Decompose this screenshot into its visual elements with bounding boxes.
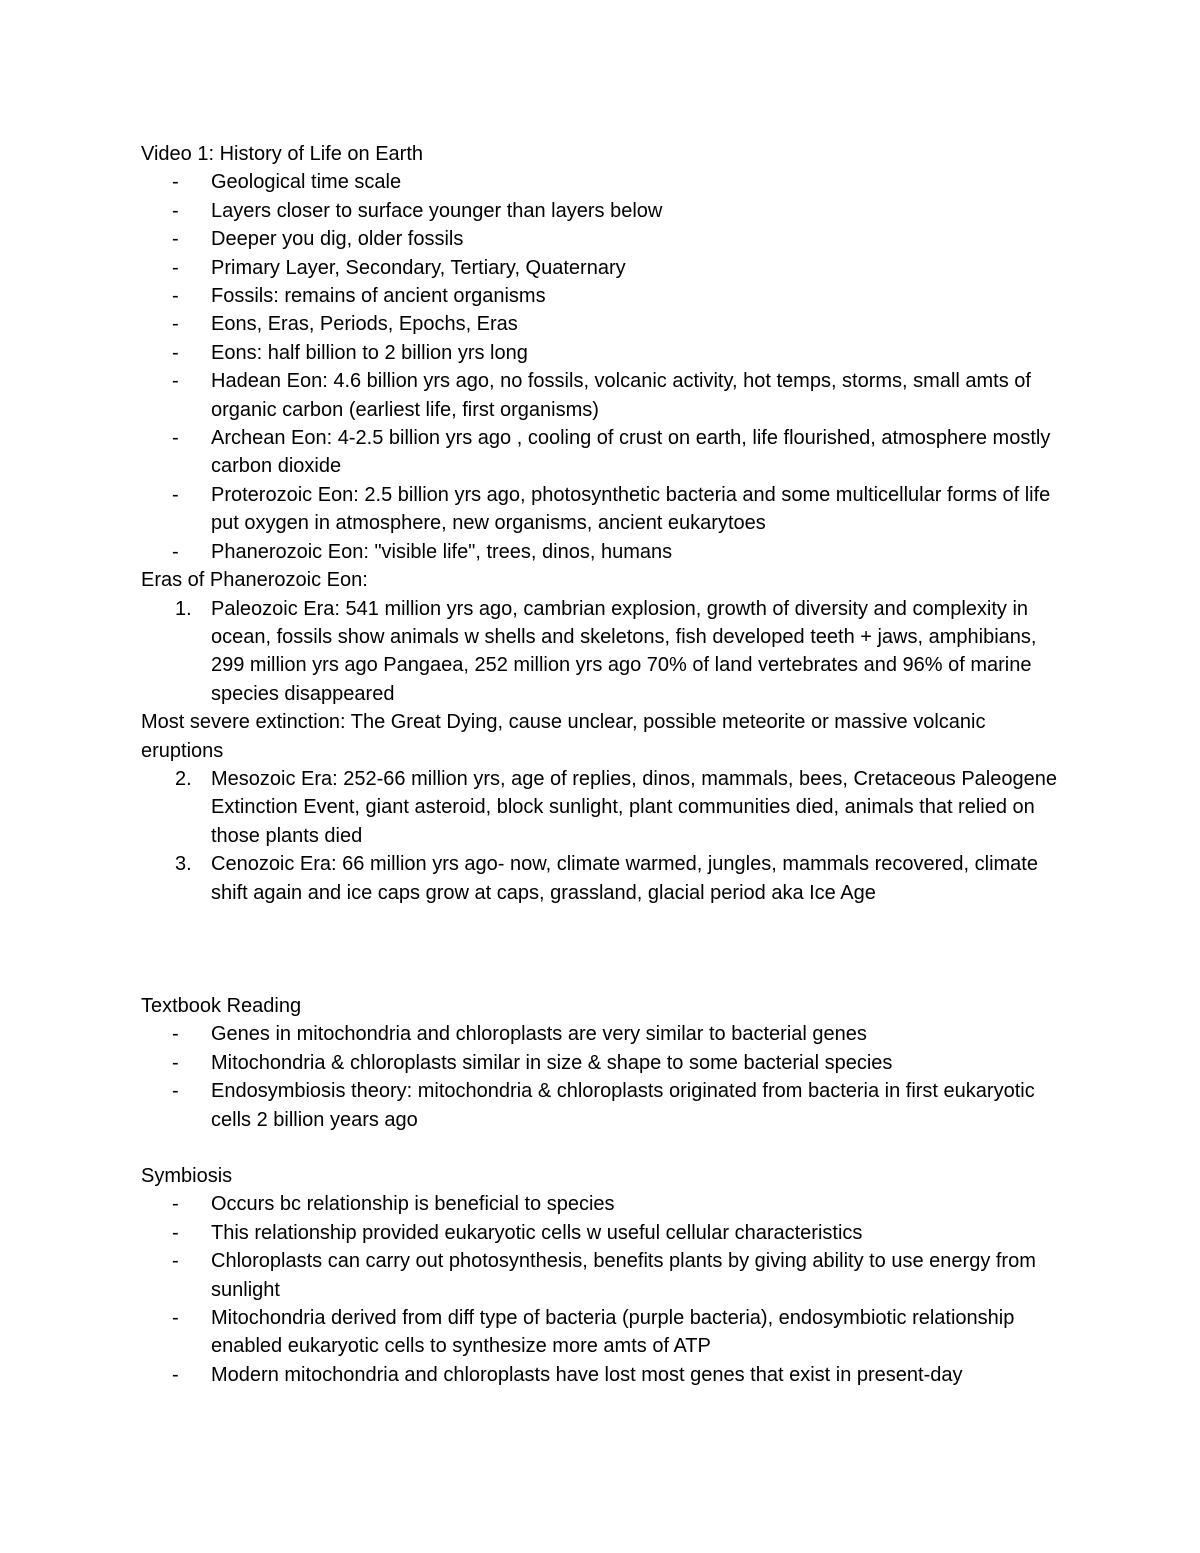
spacer	[141, 907, 1071, 992]
eras-section	[141, 566, 1071, 907]
dash-marker: -	[172, 285, 179, 308]
list-item: - Modern mitochondria and chloroplasts have lost most genes that exist in present-day	[141, 1361, 1071, 1389]
video-heading: Video 1: History of Life on Earth	[141, 143, 424, 165]
dash-marker: -	[172, 228, 179, 251]
list-item: - Deeper you dig, older fossils	[141, 225, 1071, 253]
textbook-bullet-list	[141, 1020, 1071, 1134]
number-marker: 1.	[175, 597, 192, 620]
dash-marker: -	[172, 483, 179, 506]
list-item: - Fossils: remains of ancient organisms	[141, 282, 1071, 310]
video-section	[141, 140, 1071, 566]
dash-marker: -	[172, 540, 179, 563]
list-item: - Geological time scale	[141, 168, 1071, 196]
list-item: - Primary Layer, Secondary, Tertiary, Quaternary	[141, 254, 1071, 282]
dash-marker: -	[172, 1307, 179, 1330]
dash-marker: -	[172, 1080, 179, 1103]
dash-marker: -	[172, 427, 179, 450]
extinction-note: Most severe extinction: The Great Dying, cause unclear, possible meteorite or massive volcanic eruptions	[141, 711, 986, 762]
number-marker: 3.	[175, 853, 192, 876]
dash-marker: -	[172, 1363, 179, 1386]
list-item: - Mitochondria & chloroplasts similar in size & shape to some bacterial species	[141, 1049, 1071, 1077]
dash-marker: -	[172, 341, 179, 364]
list-item: - Mitochondria derived from diff type of bacteria (purple bacteria), endosymbiotic relationship enabled eukaryotic cells to synthesize more amts of ATP	[141, 1304, 1071, 1361]
list-item: - Eons, Eras, Periods, Epochs, Eras	[141, 310, 1071, 338]
dash-marker: -	[172, 1023, 179, 1046]
dash-marker: -	[172, 1221, 179, 1244]
spacer	[141, 1134, 1071, 1162]
list-item: 3. Cenozoic Era: 66 million yrs ago- now, climate warmed, jungles, mammals recovered, climate shift again and ice caps grow at caps, grassland, glacial period aka Ice Age	[141, 850, 1071, 907]
list-item: - Phanerozoic Eon: "visible life", trees, dinos, humans	[141, 538, 1071, 566]
dash-marker: -	[172, 313, 179, 336]
eras-numbered-list	[141, 595, 1071, 709]
document-page	[141, 140, 1071, 1389]
dash-marker: -	[172, 199, 179, 222]
list-item: - Layers closer to surface younger than layers below	[141, 197, 1071, 225]
dash-marker: -	[172, 1193, 179, 1216]
list-item: - Chloroplasts can carry out photosynthesis, benefits plants by giving ability to use energy from sunlight	[141, 1247, 1071, 1304]
list-item: - This relationship provided eukaryotic cells w useful cellular characteristics	[141, 1219, 1071, 1247]
list-item: 1. Paleozoic Era: 541 million yrs ago, cambrian explosion, growth of diversity and complexity in ocean, fossils show animals w shells and skeletons, fish developed teeth + jaws, amphibians, 299 million yrs ago Pangaea, 252 million yrs ago 70% of land vertebrates and 96% of marine species disappeared	[141, 595, 1071, 709]
number-marker: 2.	[175, 767, 192, 790]
dash-marker: -	[172, 1250, 179, 1273]
symbiosis-section	[141, 1162, 1071, 1389]
list-item: - Occurs bc relationship is beneficial to species	[141, 1190, 1071, 1218]
list-item: - Endosymbiosis theory: mitochondria & chloroplasts originated from bacteria in first eukaryotic cells 2 billion years ago	[141, 1077, 1071, 1134]
dash-marker: -	[172, 256, 179, 279]
video-bullet-list	[141, 168, 1071, 566]
dash-marker: -	[172, 171, 179, 194]
list-item: - Eons: half billion to 2 billion yrs long	[141, 339, 1071, 367]
eras-heading: Eras of Phanerozoic Eon:	[141, 569, 368, 592]
eras-numbered-list-continued	[141, 765, 1071, 907]
list-item: - Hadean Eon: 4.6 billion yrs ago, no fossils, volcanic activity, hot temps, storms, small amts of organic carbon (earliest life, first organisms)	[141, 367, 1071, 424]
dash-marker: -	[172, 1051, 179, 1074]
textbook-heading: Textbook Reading	[141, 994, 302, 1017]
symbiosis-heading: Symbiosis	[141, 1165, 233, 1187]
list-item: - Genes in mitochondria and chloroplasts are very similar to bacterial genes	[141, 1020, 1071, 1048]
list-item: - Archean Eon: 4-2.5 billion yrs ago , cooling of crust on earth, life flourished, atmosphere mostly carbon dioxide	[141, 424, 1071, 481]
list-item: 2. Mesozoic Era: 252-66 million yrs, age of replies, dinos, mammals, bees, Cretaceous Paleogene Extinction Event, giant asteroid, block sunlight, plant communities died, animals that relied on those plants died	[141, 765, 1071, 850]
dash-marker: -	[172, 370, 179, 393]
symbiosis-bullet-list	[141, 1190, 1071, 1389]
list-item: - Proterozoic Eon: 2.5 billion yrs ago, photosynthetic bacteria and some multicellular forms of life put oxygen in atmosphere, new organisms, ancient eukarytoes	[141, 481, 1071, 538]
textbook-section	[141, 992, 1071, 1134]
